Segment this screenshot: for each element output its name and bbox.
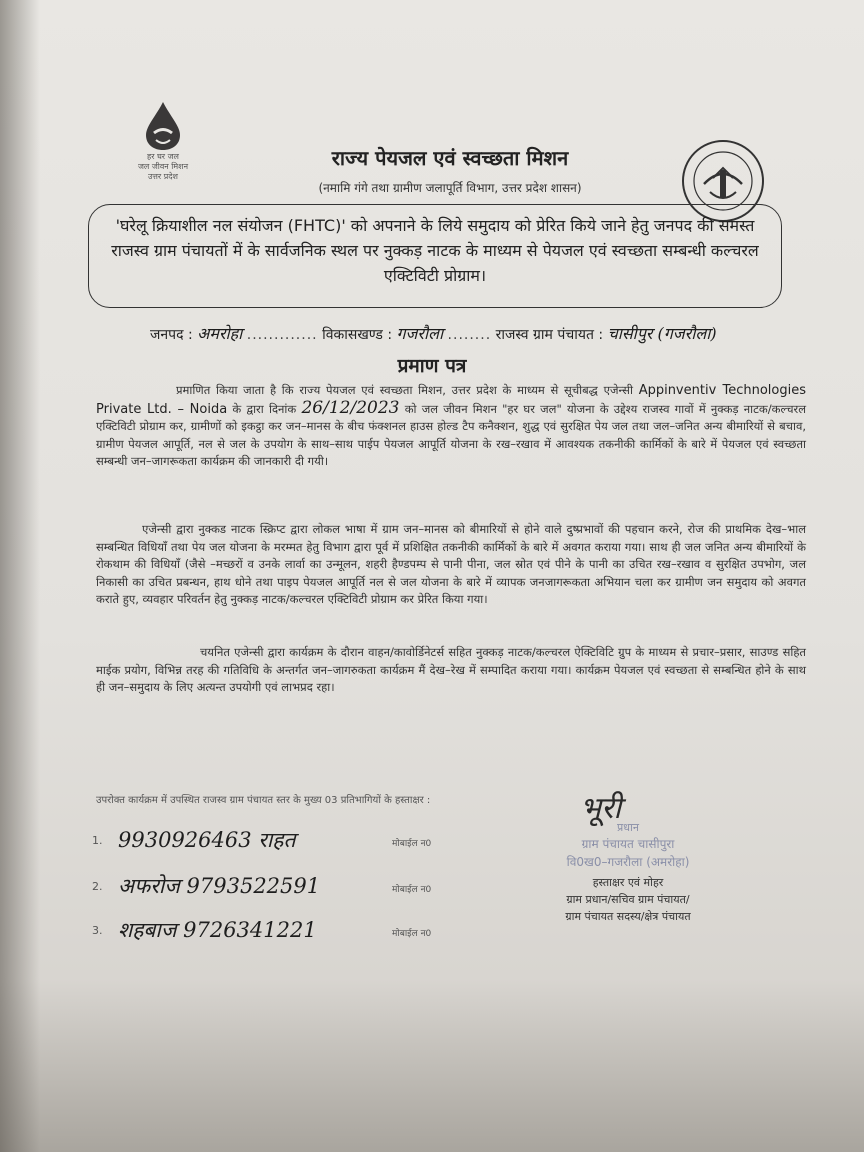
- logo-line-2: जल जीवन मिशन: [137, 162, 189, 171]
- water-drop-logo-icon: [140, 100, 186, 152]
- participant-handwritten: 9930926463 राहत: [118, 828, 296, 852]
- header: [250, 144, 650, 196]
- sign-line-3: ग्राम पंचायत सदस्य/क्षेत्र पंचायत: [565, 910, 691, 923]
- mobile-label: मोबाईल न0: [392, 839, 432, 849]
- paragraph-1: [96, 382, 806, 471]
- sign-line-1: हस्ताक्षर एवं मोहर: [592, 876, 664, 889]
- programme-box: 'घरेलू क्रियाशील नल संयोजन (FHTC)' को अपनाने के लिये समुदाय को प्रेरित किये जाने हेतु जनपद की समस्त राजस्व ग्राम पंचायतों में के सार्वजनिक स्थल पर नुक्कड़ नाटक के माध्यम से पेयजल एवं स्वच्छता सम्बन्धी कल्चरल एक्टिविटी प्रोग्राम।: [88, 204, 782, 308]
- stamp-line-3: वि0ख0–गजरौला (अमरोहा): [566, 855, 690, 869]
- district-value: अमरोहा: [197, 324, 243, 343]
- agency-name: Appinventiv Technologies Private Ltd. – Noida: [96, 383, 806, 417]
- block-value: गजरौला: [396, 324, 444, 343]
- dotted-line: ........: [447, 327, 492, 343]
- mobile-label: मोबाईल न0: [392, 929, 432, 939]
- stamp-line-1: प्रधान: [617, 821, 639, 834]
- para1-text-b: के द्वारा दिनांक: [232, 401, 297, 416]
- para1-text-a: प्रमाणित किया जाता है कि राज्य पेयजल एवं स्वच्छता मिशन, उत्तर प्रदेश के माध्यम से सूचीबद्ध एजेन्सी: [176, 383, 633, 397]
- paragraph-2: एजेन्सी द्वारा नुक्कड नाटक स्क्रिप्ट द्वारा लोकल भाषा में ग्राम जन–मानस को बीमारियों से होने वाले दुष्प्रभावों की पहचान करने, रोज की प्राथमिक देख–भाल सम्बन्धित विधियाँ तथा पेय जल योजना के मरम्मत हेतु विभाग द्वारा पूर्व में प्रशिक्षित तकनीकी कार्मिकों के बारे में अवगत कराया गया। साथ ही जल जनित अन्य बीमारियों के रोकथाम की विधियाँ (जैसे –मच्छरों व उनके लार्वा का उन्मूलन, शहरी हैण्डपम्प से पानी पीना, जल स्रोत एवं पीने के पानी का उचित रख–रखाव व सुरक्षित उपभोग, जल निकासी का उचित प्रबन्धन, हाथ धोने तथा पाइप पेयजल आपूर्ति नल से जल योजना के बारे में व्यापक जनजागरूकता अभियान चला कर ग्रामीण जन समुदाय को अवगत कराते हुए, व्यवहार परिवर्तन हेतु नुक्कड़ नाटक/कल्चरल एक्टिविटी प्रोग्राम कर प्रेरित किया गया।: [96, 522, 806, 606]
- village-value: चासीपुर (गजरौला): [607, 324, 717, 343]
- participant-handwritten: अफरोज 9793522591: [118, 874, 321, 898]
- pradhan-signature: भूरी: [580, 791, 622, 826]
- paragraph-3: चयनित एजेन्सी द्वारा कार्यक्रम के दौरान वाहन/कावोर्डिनेटर्स सहित नुक्कड़ नाटक/कल्चरल ऐक्टिविटि ग्रुप के माध्यम से प्रचार–प्रसार, साउण्ड सहित माईक प्रयोग, विभिन्न तरह की गतिविधि के अन्तर्गत जन–जागरुकता कार्यक्रम मैं देख–रेख में सम्पादित कराया गया। कार्यक्रम पेयजल एवं स्वच्छता से सम्बन्धित होने के साथ ही जन–समुदाय के लिए अत्यन्त उपयोगी एवं लाभप्रद रहा।: [96, 645, 806, 694]
- village-label: राजस्व ग्राम पंचायत :: [495, 327, 604, 343]
- signature-block: [528, 874, 728, 925]
- participant-row: [92, 826, 452, 856]
- participants-note: उपरोक्त कार्यक्रम में उपस्थित राजस्व ग्राम पंचायत स्तर के मुख्य 03 प्रतिभागियों के हस्ताक्षर :: [96, 795, 431, 806]
- header-subtitle: (नमामि गंगे तथा ग्रामीण जलापूर्ति विभाग, उत्तर प्रदेश शासन): [318, 181, 582, 195]
- district-label: जनपद :: [150, 327, 193, 343]
- stamp-line-2: ग्राम पंचायत चासीपुरा: [581, 837, 675, 851]
- logo-line-1: हर घर जल: [147, 152, 179, 161]
- page-shadow: [0, 0, 40, 1152]
- block-label: विकासखण्ड :: [322, 327, 393, 343]
- certificate-title: प्रमाण पत्र: [397, 355, 467, 377]
- logo-line-3: उत्तर प्रदेश: [148, 172, 178, 181]
- participant-number: 2.: [92, 880, 103, 893]
- location-row: [150, 322, 850, 352]
- sign-line-2: ग्राम प्रधान/सचिव ग्राम पंचायत/: [566, 893, 690, 906]
- participant-number: 3.: [92, 924, 103, 937]
- header-title: राज्य पेयजल एवं स्वच्छता मिशन: [331, 146, 569, 170]
- participant-row: [92, 916, 452, 946]
- official-stamp: [528, 820, 728, 871]
- participant-row: [92, 872, 452, 902]
- participant-handwritten: शहबाज 9726341221: [118, 918, 317, 942]
- mobile-label: मोबाईल न0: [392, 885, 432, 895]
- para1-text-c: को जल जीवन मिशन "हर घर जल" योजना के उद्देश्य राजस्व गावों में नुक्कड़ नाटक/कल्चरल एक्टिविटी प्रोग्राम कर, ग्रामीणों को इकट्ठा कर जन–मानस के बीच फंक्शनल हाउस होल्ड टैप कनैक्शन, शुद्ध एवं सुरक्षित पेय जल तथा जल–जनित अन्य बीमारियों से बचाव, ग्रामीण पेयजल आपूर्ति, नल से जल के उपयोग के साथ–साथ पाईप पेयजल आपूर्ति योजना के रख–रखाव में आवश्यक तकनीकी कार्मिकों के बारे में पेयजल एवं स्वच्छता सम्बन्धी जन–जागरूकता कार्यक्रम की जानकारी दी गयी।: [96, 401, 807, 468]
- handwritten-date: 26/12/2023: [301, 397, 400, 418]
- participant-number: 1.: [92, 834, 103, 847]
- jal-jeevan-logo: [118, 100, 208, 182]
- dotted-line: .............: [246, 327, 318, 343]
